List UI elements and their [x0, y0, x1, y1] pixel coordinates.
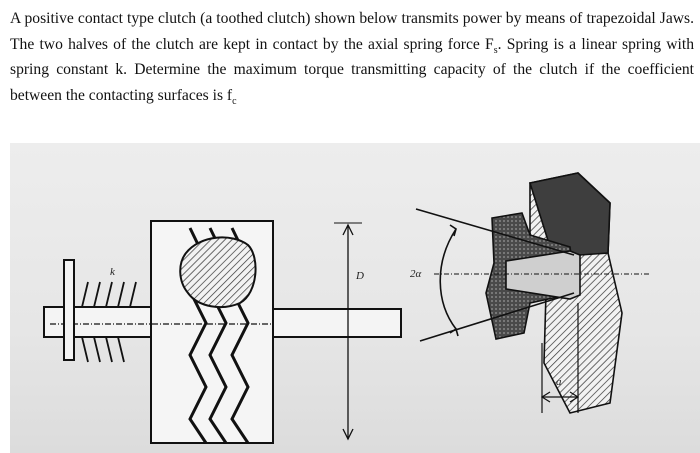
label-k: k	[110, 266, 115, 278]
problem-fc-subscript: c	[232, 95, 237, 107]
problem-fs-subscript: s	[493, 44, 498, 56]
problem-text-part1: A positive contact type clutch (a toothed clutch) shown below transmits power by means of trapezoidal Jaws. The two halves of the clutch are kept in contact by the axial spring force F	[10, 10, 694, 53]
label-D: D	[356, 270, 364, 282]
problem-statement	[10, 6, 694, 108]
right-shaft	[273, 309, 401, 337]
clutch-cross-section	[44, 221, 401, 443]
clutch-figure	[10, 143, 700, 453]
spring-coils-bottom	[82, 337, 124, 362]
spring-plate	[64, 260, 74, 360]
spring-coils-top	[82, 282, 136, 307]
jaw-detail	[416, 173, 650, 413]
clutch-diagram	[10, 143, 700, 453]
label-2alpha: 2α	[410, 268, 422, 280]
label-a: a	[556, 376, 562, 388]
hatched-jaw-section	[180, 237, 255, 307]
problem-text-part2: . Spring is a linear spring with spring constant k. Determine the maximum torque transmitting capacity of the clutch if the coefficient between the contacting surfaces is f	[10, 35, 694, 104]
